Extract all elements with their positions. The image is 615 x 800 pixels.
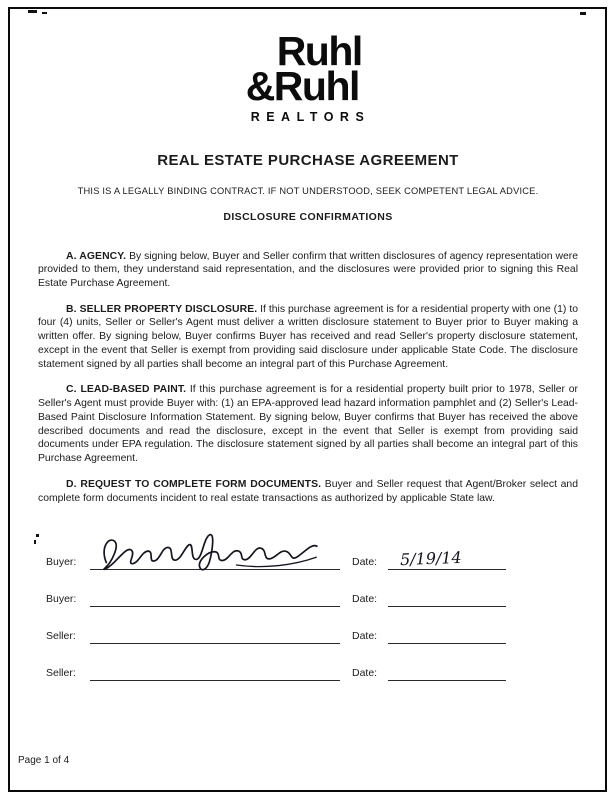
signature-row-buyer-1: [46, 549, 578, 570]
seller-label: Seller:: [46, 667, 76, 680]
date-label: Date:: [352, 593, 378, 606]
page-number: Page 1 of 4: [18, 755, 70, 766]
seller-date-line: [388, 622, 506, 644]
paragraph-agency-lead: A. AGENCY.: [66, 250, 127, 262]
section-heading: DISCLOSURE CONFIRMATIONS: [223, 210, 393, 223]
paragraph-lead-based-paint-text: If this purchase agreement is for a residential property built prior to 1978, Seller or Seller's Agent must provide Buyer with: (1) an EPA-approved lead hazard information pamphlet and (2) Seller's Lead-Based Paint Disclosure Information Statement. By signing below, Buyer confirms that Buyer has received the above described documents and read the disclosure, except in the event that Seller is exempt from providing said documents under EPA regulation. The disclosure statement signed by all parties shall become an integral part of this Purchase Agreement.: [38, 384, 579, 465]
scan-artifact: [34, 540, 36, 544]
paragraph-lead-based-paint: [38, 383, 578, 465]
signature-row-seller-2: [46, 660, 578, 681]
page-content: [38, 14, 578, 697]
paragraph-lead-based-paint-lead: C. LEAD-BASED PAINT.: [66, 384, 187, 396]
date-label: Date:: [352, 630, 378, 643]
handwritten-signature: [95, 527, 321, 577]
scan-artifact: [28, 10, 37, 13]
scan-artifact: [580, 12, 586, 15]
buyer-label: Buyer:: [46, 556, 77, 569]
document-title: REAL ESTATE PURCHASE AGREEMENT: [157, 151, 459, 169]
signature-section: [46, 549, 578, 681]
ruhl-and-ruhl-logo: [38, 28, 578, 126]
paragraph-agency-text: By signing below, Buyer and Seller confirm that written disclosures of agency representation were provided to them, they understand said representation, and the disclosures were provided prior to signing this Real Estate Purchase Agreement.: [38, 250, 578, 289]
paragraph-seller-property-disclosure-text: If this purchase agreement is for a residential property with one (1) to four (4) units, Seller or Seller's Agent must deliver a written disclosure statement to Buyer prior to Buyer making a written offer. By signing below, Buyer confirms Buyer has received and read Seller's property disclosure statement, except in the event that Seller is exempt from providing said disclosure under applicable State Code. The disclosure statement signed by all parties shall become an integral part of this Purchase Agreement.: [38, 303, 578, 370]
logo-realtors-text: REALTORS: [250, 109, 371, 124]
signature-row-buyer-2: [46, 586, 578, 607]
paragraph-request-form-documents: [38, 478, 578, 505]
buyer-label: Buyer:: [46, 593, 77, 606]
seller-date-line: [388, 659, 506, 681]
signature-row-seller-1: [46, 623, 578, 644]
paragraph-seller-property-disclosure-lead: B. SELLER PROPERTY DISCLOSURE.: [66, 303, 258, 315]
date-label: Date:: [352, 556, 378, 569]
logo-line2: &Ruhl: [245, 63, 359, 110]
buyer-signature-line: [90, 585, 340, 607]
paragraph-request-form-documents-text: Buyer and Seller request that Agent/Broker select and complete form documents incident to real estate transactions as authorized by applicable State law.: [38, 478, 578, 504]
seller-signature-line: [90, 659, 340, 681]
logo-line1: Ruhl: [276, 28, 362, 74]
date-label: Date:: [352, 667, 378, 680]
buyer-date-line: [388, 585, 506, 607]
handwritten-date: 5/19/14: [399, 548, 463, 570]
seller-signature-line: [90, 622, 340, 644]
paragraph-seller-property-disclosure: [38, 303, 578, 372]
buyer-signature-line: [90, 548, 340, 570]
paragraph-request-form-documents-lead: D. REQUEST TO COMPLETE FORM DOCUMENTS.: [66, 478, 322, 490]
buyer-date-line: [388, 548, 506, 570]
legal-notice: THIS IS A LEGALLY BINDING CONTRACT. IF NOT UNDERSTOOD, SEEK COMPETENT LEGAL ADVICE.: [77, 185, 539, 196]
seller-label: Seller:: [46, 630, 76, 643]
paragraph-agency: [38, 250, 578, 291]
